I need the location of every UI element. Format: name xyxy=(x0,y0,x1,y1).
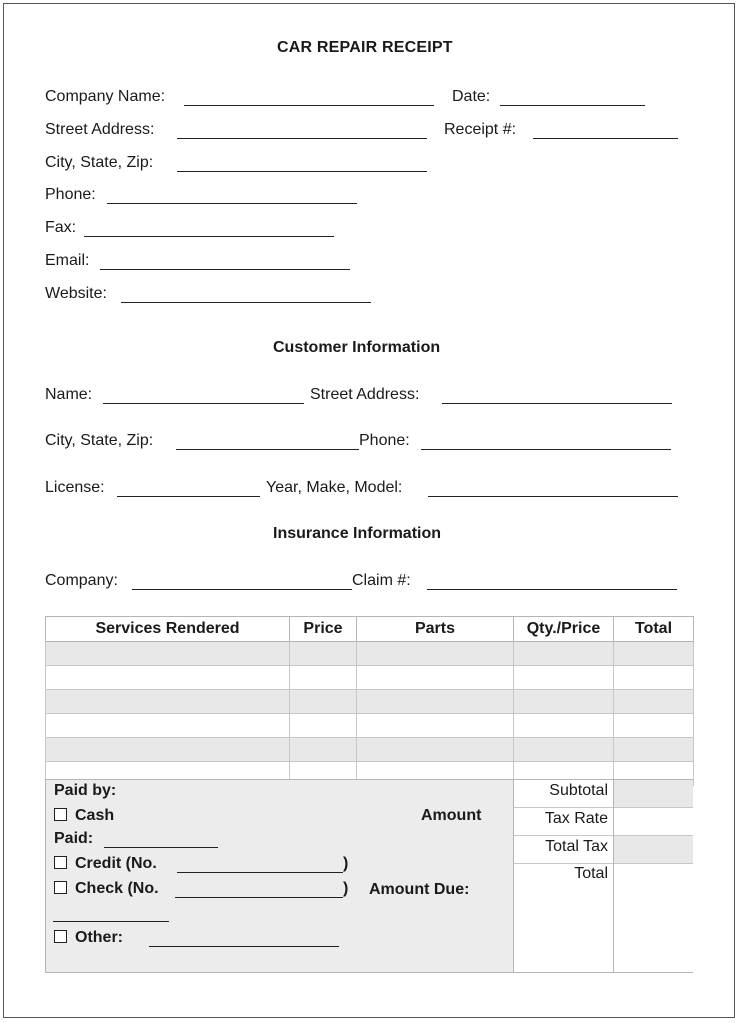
phone-field[interactable] xyxy=(107,203,357,204)
street-address-field[interactable] xyxy=(177,138,427,139)
payment-totals-section xyxy=(45,779,693,973)
table-cell[interactable] xyxy=(290,738,357,762)
table-row xyxy=(46,642,694,666)
table-cell[interactable] xyxy=(614,714,694,738)
fax-field[interactable] xyxy=(84,236,334,237)
other-checkbox[interactable] xyxy=(54,930,67,943)
subtotal-value[interactable] xyxy=(614,780,693,808)
paid-field[interactable] xyxy=(104,847,218,848)
website-field[interactable] xyxy=(121,302,371,303)
table-cell[interactable] xyxy=(46,714,290,738)
total-tax-cell xyxy=(514,836,614,864)
table-cell[interactable] xyxy=(290,690,357,714)
table-cell[interactable] xyxy=(46,642,290,666)
table-cell[interactable] xyxy=(357,690,514,714)
email-label: Email: xyxy=(45,252,90,269)
license-label: License: xyxy=(45,479,105,496)
street-address-label: Street Address: xyxy=(45,121,155,138)
table-cell[interactable] xyxy=(514,666,614,690)
other-field[interactable] xyxy=(149,946,339,947)
city-state-zip-label: City, State, Zip: xyxy=(45,154,154,171)
company-name-label: Company Name: xyxy=(45,88,166,105)
insurance-info-heading: Insurance Information xyxy=(273,525,442,542)
credit-number-field[interactable] xyxy=(177,872,343,873)
phone-label: Phone: xyxy=(45,186,96,203)
credit-close-paren: ) xyxy=(343,855,349,872)
table-cell[interactable] xyxy=(514,690,614,714)
table-row xyxy=(46,690,694,714)
date-field[interactable] xyxy=(500,105,645,106)
credit-option[interactable] xyxy=(54,855,157,873)
check-label: Check (No. xyxy=(75,880,159,897)
payment-area xyxy=(46,780,513,972)
insurance-company-label: Company: xyxy=(45,572,118,589)
totals-label-column xyxy=(513,780,614,972)
paid-by-label: Paid by: xyxy=(54,782,117,799)
services-header-row xyxy=(46,617,694,642)
other-label: Other: xyxy=(75,929,123,946)
check-checkbox[interactable] xyxy=(54,881,67,894)
customer-phone-field[interactable] xyxy=(421,449,671,450)
total-value[interactable] xyxy=(614,864,693,972)
paid-label: Paid: xyxy=(54,830,94,847)
total-cell xyxy=(514,864,614,972)
claim-number-field[interactable] xyxy=(427,589,677,590)
table-cell[interactable] xyxy=(614,666,694,690)
customer-name-field[interactable] xyxy=(103,403,304,404)
table-cell[interactable] xyxy=(290,714,357,738)
check-close-paren: ) xyxy=(343,880,349,897)
table-row xyxy=(46,666,694,690)
table-cell[interactable] xyxy=(614,690,694,714)
table-cell[interactable] xyxy=(357,666,514,690)
col-total: Total xyxy=(614,617,694,642)
company-name-field[interactable] xyxy=(184,105,434,106)
col-services-rendered: Services Rendered xyxy=(46,617,290,642)
document-title: CAR REPAIR RECEIPT xyxy=(277,39,453,56)
table-cell[interactable] xyxy=(514,642,614,666)
subtotal-cell xyxy=(514,780,614,808)
insurance-company-field[interactable] xyxy=(132,589,352,590)
total-tax-label: Total Tax xyxy=(545,838,608,855)
other-option[interactable] xyxy=(54,929,123,947)
customer-street-label: Street Address: xyxy=(310,386,420,403)
fax-label: Fax: xyxy=(45,219,77,236)
amount-label: Amount xyxy=(421,807,482,824)
services-table xyxy=(45,616,694,786)
cash-label: Cash xyxy=(75,807,115,824)
table-cell[interactable] xyxy=(514,714,614,738)
email-field[interactable] xyxy=(100,269,350,270)
table-cell[interactable] xyxy=(290,666,357,690)
customer-city-label: City, State, Zip: xyxy=(45,432,154,449)
year-make-model-field[interactable] xyxy=(428,496,678,497)
table-cell[interactable] xyxy=(357,738,514,762)
table-row xyxy=(46,714,694,738)
customer-phone-label: Phone: xyxy=(359,432,410,449)
table-cell[interactable] xyxy=(46,738,290,762)
check-extra-field[interactable] xyxy=(53,921,169,922)
col-parts: Parts xyxy=(357,617,514,642)
table-cell[interactable] xyxy=(614,642,694,666)
customer-info-heading: Customer Information xyxy=(273,339,441,356)
receipt-number-label: Receipt #: xyxy=(444,121,517,138)
table-cell[interactable] xyxy=(614,738,694,762)
license-field[interactable] xyxy=(117,496,260,497)
table-cell[interactable] xyxy=(46,666,290,690)
credit-checkbox[interactable] xyxy=(54,856,67,869)
customer-name-label: Name: xyxy=(45,386,93,403)
totals-value-column xyxy=(613,780,693,972)
tax-rate-cell xyxy=(514,808,614,836)
check-option[interactable] xyxy=(54,880,159,898)
table-row xyxy=(46,738,694,762)
table-cell[interactable] xyxy=(357,714,514,738)
table-cell[interactable] xyxy=(357,642,514,666)
credit-label: Credit (No. xyxy=(75,855,157,872)
customer-street-field[interactable] xyxy=(442,403,672,404)
tax-rate-label: Tax Rate xyxy=(544,810,608,827)
table-cell[interactable] xyxy=(290,642,357,666)
city-state-zip-field[interactable] xyxy=(177,171,427,172)
table-cell[interactable] xyxy=(46,690,290,714)
col-qty-price: Qty./Price xyxy=(514,617,614,642)
total-label: Total xyxy=(574,865,608,882)
receipt-number-field[interactable] xyxy=(533,138,678,139)
check-number-field[interactable] xyxy=(175,897,343,898)
subtotal-label: Subtotal xyxy=(549,782,608,799)
total-tax-value[interactable] xyxy=(614,836,693,864)
customer-city-field[interactable] xyxy=(176,449,359,450)
table-cell[interactable] xyxy=(514,738,614,762)
amount-due-label: Amount Due: xyxy=(369,881,470,898)
col-price: Price xyxy=(290,617,357,642)
year-make-model-label: Year, Make, Model: xyxy=(266,479,403,496)
tax-rate-value[interactable] xyxy=(614,808,693,836)
claim-number-label: Claim #: xyxy=(352,572,411,589)
website-label: Website: xyxy=(45,285,107,302)
cash-checkbox[interactable] xyxy=(54,808,67,821)
cash-option[interactable] xyxy=(54,807,114,825)
date-label: Date: xyxy=(452,88,491,105)
